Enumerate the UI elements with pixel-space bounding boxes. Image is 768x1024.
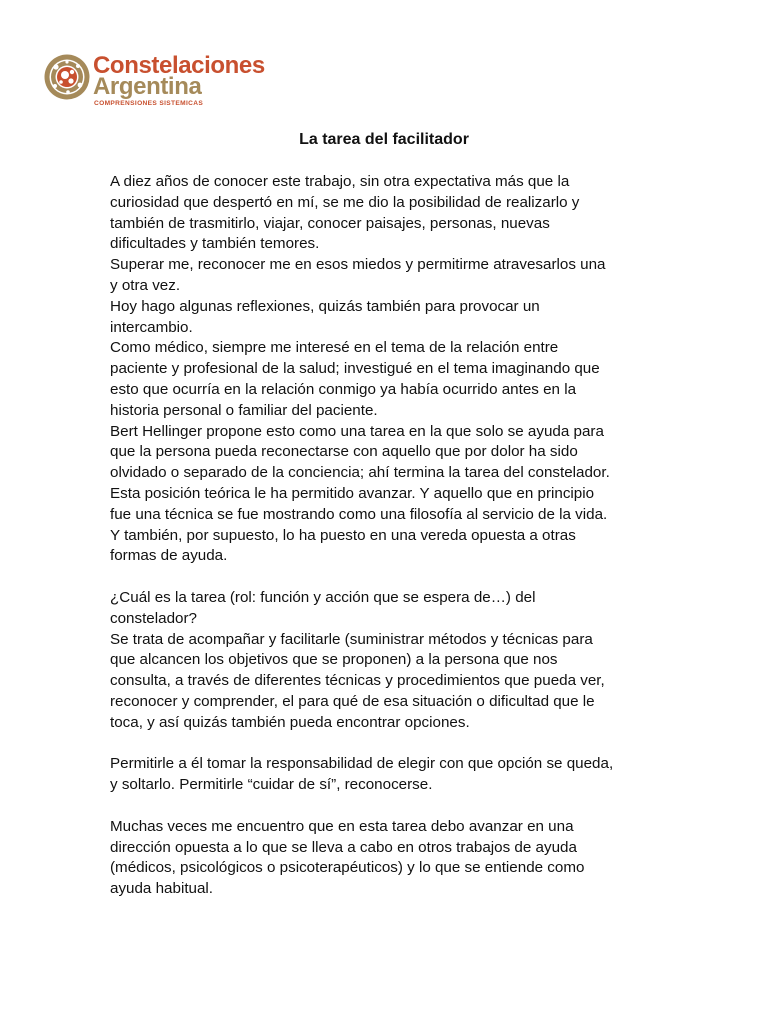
text-line: toca, y así quizás también pueda encontrar opciones. [110, 713, 470, 731]
text-line: (médicos, psicológicos o psicoterapéuticos) y lo que se entiende como [110, 859, 585, 877]
text-line: dificultades y también temores. [110, 235, 320, 253]
text-line: Se trata de acompañar y facilitarle (suministrar métodos y técnicas para [110, 630, 593, 648]
paragraph [110, 588, 670, 734]
document-title: La tarea del facilitador [299, 131, 469, 148]
text-line: reconocer y comprender, el para qué de esa situación o dificultad que le [110, 692, 595, 710]
text-line: que alcancen los objetivos que se proponen) a la persona que nos [110, 651, 558, 669]
paragraph [110, 754, 670, 796]
text-line: que la persona pueda reconectarse con aquello que por dolor ha sido [110, 443, 578, 461]
text-line: dirección opuesta a lo que se lleva a cabo en otros trabajos de ayuda [110, 838, 577, 856]
text-line: Superar me, reconocer me en esos miedos y permitirme atravesarlos una [110, 256, 606, 274]
text-line: Y también, por supuesto, lo ha puesto en una vereda opuesta a otras [110, 526, 576, 544]
text-line: olvidado o separado de la conciencia; ahí termina la tarea del constelador. [110, 464, 610, 482]
text-line: Bert Hellinger propone esto como una tarea en la que solo se ayuda para [110, 422, 604, 440]
logo-name-line2: Argentina [93, 73, 202, 100]
text-line: constelador? [110, 609, 197, 627]
text-line: y soltarlo. Permitirle “cuidar de sí”, reconocerse. [110, 776, 433, 794]
text-line: historia personal o familiar del paciente. [110, 401, 378, 419]
logo-wordmark [93, 52, 265, 107]
text-line: paciente y profesional de la salud; investigué en el tema imaginando que [110, 360, 600, 378]
constellation-logo-icon [44, 54, 90, 100]
text-line: Esta posición teórica le ha permitido avanzar. Y aquello que en principio [110, 484, 595, 502]
brand-logo [44, 54, 284, 116]
logo-tagline: COMPRENSIONES SISTEMICAS [94, 100, 204, 107]
text-line: A diez años de conocer este trabajo, sin otra expectativa más que la [110, 173, 570, 190]
paragraph [110, 817, 670, 900]
text-line: Hoy hago algunas reflexiones, quizás también para provocar un [110, 297, 540, 315]
paragraph [110, 172, 670, 567]
text-line: formas de ayuda. [110, 547, 228, 565]
text-line: y otra vez. [110, 276, 181, 294]
text-line: Permitirle a él tomar la responsabilidad de elegir con que opción se queda, [110, 755, 614, 773]
text-line: Como médico, siempre me interesé en el tema de la relación entre [110, 339, 559, 357]
text-line: Muchas veces me encuentro que en esta tarea debo avanzar en una [110, 817, 574, 835]
text-line: ayuda habitual. [110, 880, 214, 898]
document-body [110, 172, 670, 921]
text-line: ¿Cuál es la tarea (rol: función y acción que se espera de…) del [110, 588, 536, 606]
logo-name-line1: Constelaciones [93, 52, 265, 79]
text-line: consulta, a través de diferentes técnicas y procedimientos que pueda ver, [110, 672, 605, 690]
text-line: intercambio. [110, 318, 193, 336]
text-line: curiosidad que despertó en mí, se me dio la posibilidad de realizarlo y [110, 193, 580, 211]
text-line: también de trasmitirlo, viajar, conocer paisajes, personas, nuevas [110, 214, 550, 232]
text-line: esto que ocurría en la relación conmigo ya había ocurrido antes en la [110, 380, 577, 398]
text-line: fue una técnica se fue mostrando como una filosofía al servicio de la vida. [110, 505, 608, 523]
